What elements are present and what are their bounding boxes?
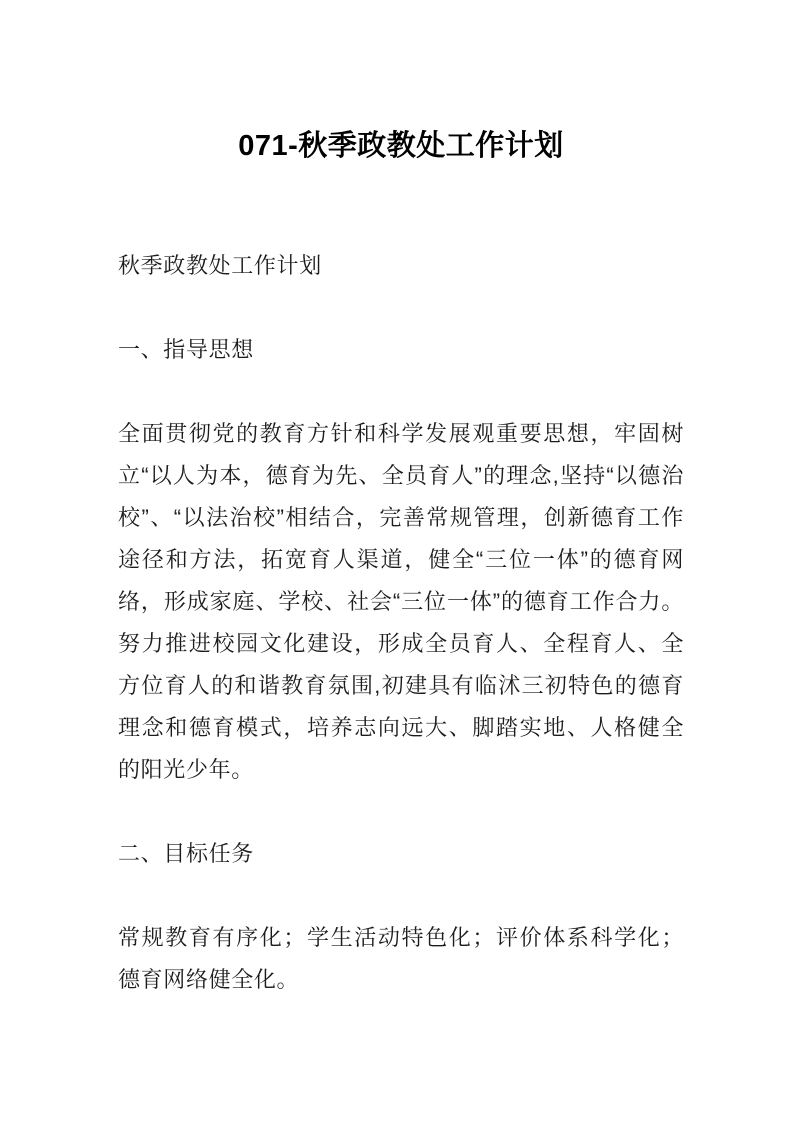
paragraph-doc-subtitle: 秋季政教处工作计划 (118, 253, 322, 278)
section-heading-guiding-ideology: 一、指导思想 (118, 337, 254, 362)
paragraph-goals-tasks-body: 常规教育有序化；学生活动特色化；评价体系科学化；德育网络健全化。 (118, 925, 684, 992)
section-heading-goals-tasks: 二、目标任务 (118, 841, 254, 866)
document-title: 071-秋季政教处工作计划 (238, 130, 564, 162)
paragraph-guiding-ideology-body: 全面贯彻党的教育方针和科学发展观重要思想，牢固树立“以人为本，德育为先、全员育人”的理念,坚持“以德治校”、“以法治校”相结合，完善常规管理，创新德育工作途径和方法，拓宽育人渠道，健全“三位一体”的德育网络，形成家庭、学校、社会“三位一体”的德育工作合力。努力推进校园文化建设，形成全员育人、全程育人、全方位育人的和谐教育氛围,初建具有临沭三初特色的德育理念和德育模式，培养志向远大、脚踏实地、人格健全的阳光少年。 (118, 421, 684, 782)
